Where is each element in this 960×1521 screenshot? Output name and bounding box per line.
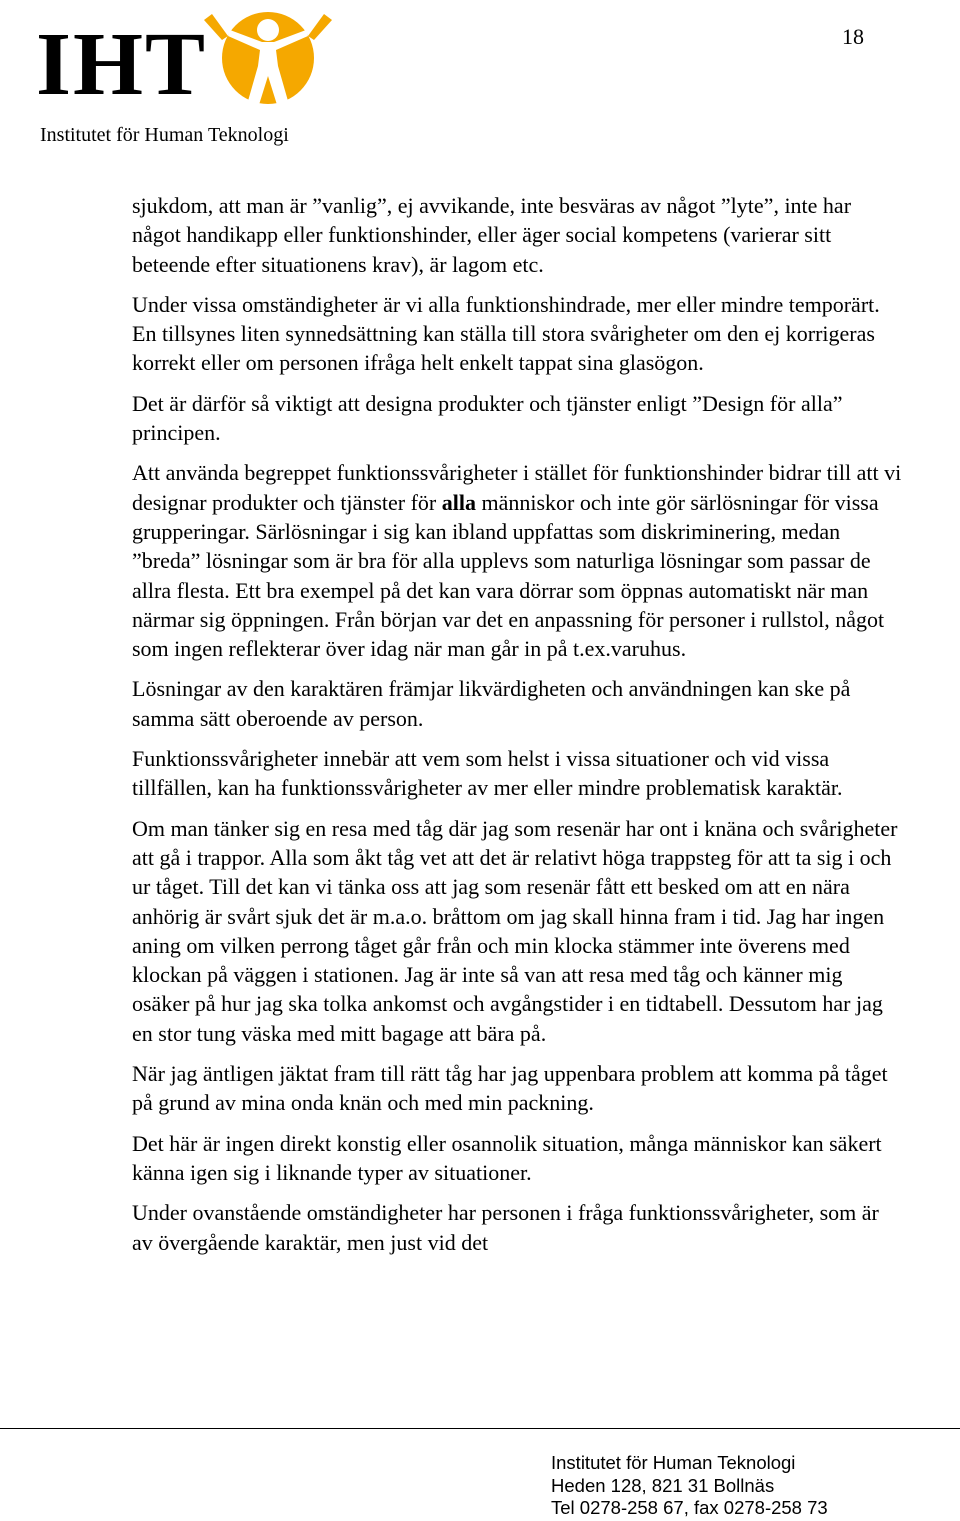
page-number: 18 [842,24,864,49]
paragraph [132,814,902,1048]
paragraph [132,191,902,279]
paragraph [132,458,902,663]
paragraph [132,674,902,733]
text-run: Om man tänker sig en resa med tåg där jag som resenär har ont i knäna och svårigheter att gå i trappor. Alla som åkt tåg vet att det är relativt höga trappsteg för att ta sig i och ur tåget. Till det kan vi tänka oss att jag som resenär fått ett besked om att en nära anhörig är svårt sjuk det är m.a.o. bråttom om jag skall hinna fram i tid. Jag har ingen aning om vilken perrong tåget går från och min klocka stämmer inte överens med klockan på väggen i stationen. Jag är inte så van att resa med tåg och känner mig osäker på hur jag ska tolka ankomst och avgångstider i en tidtabell. Dessutom har jag en stor tung väska med mitt bagage att bära på. [132,815,898,1046]
paragraph [132,290,902,378]
text-run: Det är därför så viktigt att designa produkter och tjänster enligt ”Design för alla” principen. [132,390,843,446]
footer-institute-name: Institutet för Human Teknologi [551,1452,796,1473]
bold-emphasis: alla [441,489,476,515]
body-text [132,191,902,1268]
paragraph [132,1129,902,1188]
text-run: Det här är ingen direkt konstig eller osannolik situation, många människor kan säkert känna igen sig i liknande typer av situationer. [132,1130,882,1185]
text-run: Att använda begreppet funktionssvårigheter i stället för funktionshinder bidrar till att vi designar produkter och tjänster för [132,460,902,515]
paragraph [132,1198,902,1257]
text-run: Under ovanstående omständigheter har personen i fråga funktionssvårigheter, som är av övergående karaktär, men just vid det [132,1200,879,1255]
logo-subtitle: Institutet för Human Teknologi [40,124,289,146]
logo-wordmark: IHT [36,15,208,114]
footer-address [551,1452,828,1520]
text-run: Under vissa omständigheter är vi alla funktionshindrade, mer eller mindre temporärt. En tillsynes liten synnedsättning kan ställa till stora svårigheter om den ej korrigeras korrekt eller om personen ifråga helt enkelt tappat sina glasögon. [132,291,880,376]
footer-street-address: Heden 128, 821 31 Bollnäs [551,1474,775,1496]
text-run: När jag äntligen jäktat fram till rätt tåg har jag uppenbara problem att komma på tåget på grund av mina onda knän och med min packning. [132,1061,888,1116]
logo-sun-figure-icon [198,6,338,116]
text-run: människor och inte gör särlösningar för vissa grupperingar. Särlösningar i sig kan ibland uppfattas som diskriminering, medan ”breda” lösningar som är bra för alla upplevs som naturliga lösningar som passar de allra flesta. Ett bra exempel på det kan vara dörrar som öppnas automatiskt när man närmar sig öppningen. Från början var det en anpassning för personer i rullstol, något som ingen reflekterar över idag när man går in på t.ex.varuhus. [132,489,885,662]
iht-logo [36,6,336,146]
text-run: sjukdom, att man är ”vanlig”, ej avvikande, inte besväras av något ”lyte”, inte har något handikapp eller funktionshinder, eller äger social kompetens (varierar sitt beteende efter situationens krav), är lagom etc. [132,193,852,277]
paragraph [132,1059,902,1118]
text-run: Lösningar av den karaktären främjar likvärdigheten och användningen kan ske på samma sätt oberoende av person. [132,676,851,731]
footer-divider [0,1428,960,1429]
paragraph [132,744,902,803]
text-run: Funktionssvårigheter innebär att vem som helst i vissa situationer och vid vissa tillfällen, kan ha funktionssvårigheter av mer eller mindre problematisk karaktär. [132,746,843,801]
footer-phone-fax: Tel 0278-258 67, fax 0278-258 73 [551,1497,828,1518]
paragraph [132,389,902,448]
